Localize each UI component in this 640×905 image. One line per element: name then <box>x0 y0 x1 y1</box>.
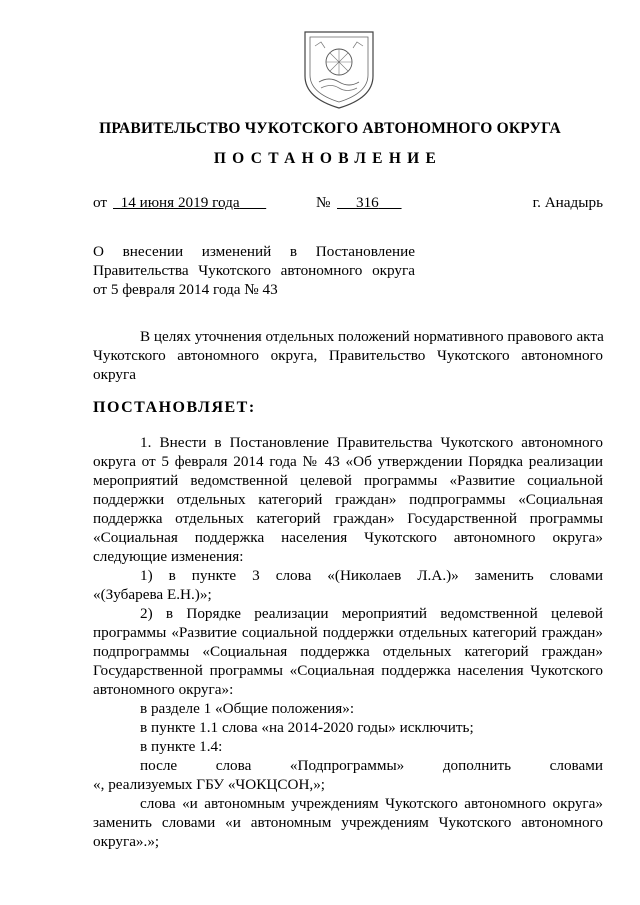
body-line: в разделе 1 «Общие положения»: <box>140 700 355 717</box>
document-place: г. Анадырь <box>532 194 603 211</box>
subject-line: О внесении изменений в Постановление <box>93 243 415 260</box>
decree-heading: ПОСТАНОВЛЯЕТ: <box>93 399 256 416</box>
organization-title: ПРАВИТЕЛЬСТВО ЧУКОТСКОГО АВТОНОМНОГО ОКРУГА <box>99 120 561 137</box>
document-number: 316 <box>355 194 379 211</box>
body-line: «, реализуемых ГБУ «ЧОКЦСОН,»; <box>93 776 326 793</box>
coat-of-arms-emblem <box>301 26 377 112</box>
body-line: поддержки отдельных категорий граждан» подпрограммы «Социальная <box>93 491 603 508</box>
body-line: Государственной программы «Социальная поддержка населения Чукотского <box>93 662 603 679</box>
document-date: 14 июня 2019 года <box>120 194 240 211</box>
body-line: в пункте 1.1 слова «на 2014-2020 годы» исключить; <box>140 719 474 736</box>
body-line: округа».»; <box>93 833 160 850</box>
subject-line: Правительства Чукотского автономного округа <box>93 262 415 279</box>
body-line: «(Зубарева Е.Н.)»; <box>93 586 212 603</box>
body-line: 1) в пункте 3 слова «(Николаев Л.А.)» заменить словами <box>140 567 603 584</box>
body-line: округа от 5 февраля 2014 года № 43 «Об утверждении Порядка реализации <box>93 453 603 470</box>
preamble-line: В целях уточнения отдельных положений нормативного правового акта <box>140 328 604 345</box>
body-line: заменить словами «и автономным учреждениям Чукотского автономного <box>93 814 603 831</box>
document-meta-row <box>93 193 603 213</box>
body-line: подпрограммы «Социальная поддержка отдельных категорий граждан» <box>93 643 603 660</box>
body-line: 1. Внести в Постановление Правительства Чукотского автономного <box>140 434 603 451</box>
body-line: следующие изменения: <box>93 548 244 565</box>
document-type-heading: ПОСТАНОВЛЕНИЕ <box>213 150 443 167</box>
preamble-line: Чукотского автономного округа, Правительство Чукотского автономного <box>93 347 603 364</box>
decree-body <box>93 433 603 851</box>
body-line: поддержка отдельных категорий граждан» Государственной программы <box>93 510 603 527</box>
body-line: автономного округа»: <box>93 681 234 698</box>
body-line: 2) в Порядке реализации мероприятий ведомственной целевой <box>140 605 603 622</box>
body-line: слова «и автономным учреждениям Чукотского автономного округа» <box>140 795 603 812</box>
body-line: в пункте 1.4: <box>140 738 223 755</box>
body-line: после слова «Подпрограммы» дополнить словами <box>140 757 603 774</box>
date-prefix: от <box>93 194 108 211</box>
number-sign: № <box>316 194 331 211</box>
body-line: программы «Развитие социальной поддержки отдельных категорий граждан» <box>93 624 603 641</box>
body-line: «Социальная поддержка населения Чукотского автономного округа» <box>93 529 603 546</box>
preamble <box>93 327 603 384</box>
subject-line: от 5 февраля 2014 года № 43 <box>93 281 278 298</box>
preamble-line: округа <box>93 366 136 383</box>
body-line: мероприятий ведомственной целевой программы «Развитие социальной <box>93 472 603 489</box>
document-subject <box>93 242 415 299</box>
